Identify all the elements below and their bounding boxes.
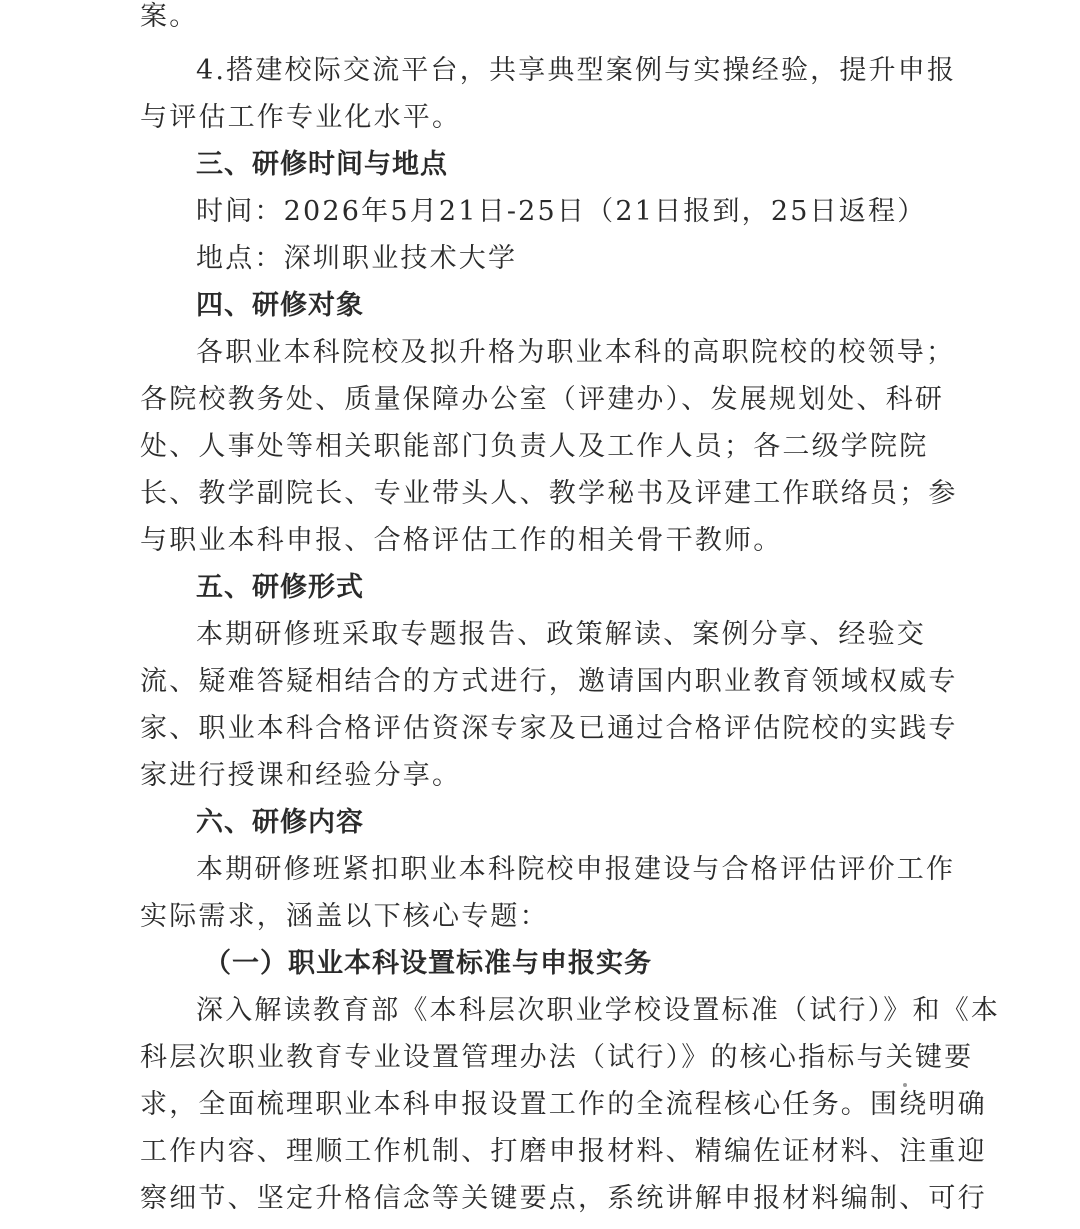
paragraph-line: 求，全面梳理职业本科申报设置工作的全流程核心任务。围绕明确 [140,1089,987,1120]
paragraph-line: 本期研修班紧扣职业本科院校申报建设与合格评估评价工作 [196,854,956,885]
paragraph-line: 各院校教务处、质量保障办公室（评建办）、发展规划处、科研 [140,384,945,415]
section-heading: 五、研修形式 [196,572,364,603]
paragraph-line: 与评估工作专业化水平。 [140,102,462,133]
section-heading: 六、研修内容 [196,807,364,838]
paragraph-line: 处、人事处等相关职能部门负责人及工作人员；各二级学院院 [140,431,929,462]
paragraph-line: 4.搭建校际交流平台，共享典型案例与实操经验，提升申报 [196,55,957,86]
paragraph-line: 本期研修班采取专题报告、政策解读、案例分享、经验交 [196,619,926,650]
paragraph-line: 察细节、坚定升格信念等关键要点，系统讲解申报材料编制、可行 [140,1183,987,1214]
section-heading: 四、研修对象 [196,290,364,321]
paragraph-line: 时间：2026年5月21日-25日（21日报到，25日返程） [196,196,927,227]
scan-speck [903,1083,907,1087]
paragraph-line: 工作内容、理顺工作机制、打磨申报材料、精编佐证材料、注重迎 [140,1136,987,1167]
paragraph-line: 流、疑难答疑相结合的方式进行，邀请国内职业教育领域权威专 [140,666,958,697]
paragraph-line: 家进行授课和经验分享。 [140,760,462,791]
sub-heading: （一）职业本科设置标准与申报实务 [204,948,652,979]
paragraph-line: 地点：深圳职业技术大学 [196,243,518,274]
paragraph-line: 各职业本科院校及拟升格为职业本科的高职院校的校领导； [196,337,956,368]
paragraph-line: 家、职业本科合格评估资深专家及已通过合格评估院校的实践专 [140,713,958,744]
paragraph-line: 长、教学副院长、专业带头人、教学秘书及评建工作联络员；参 [140,478,958,509]
section-heading: 三、研修时间与地点 [196,149,448,180]
paragraph-line: 实际需求，涵盖以下核心专题： [140,901,549,932]
paragraph-line: 深入解读教育部《本科层次职业学校设置标准（试行）》和《本 [196,995,1001,1026]
paragraph-line: 科层次职业教育专业设置管理办法（试行）》的核心指标与关键要 [140,1042,974,1073]
paragraph-line: 与职业本科申报、合格评估工作的相关骨干教师。 [140,525,783,556]
paragraph-line: 案。 [140,1,199,32]
